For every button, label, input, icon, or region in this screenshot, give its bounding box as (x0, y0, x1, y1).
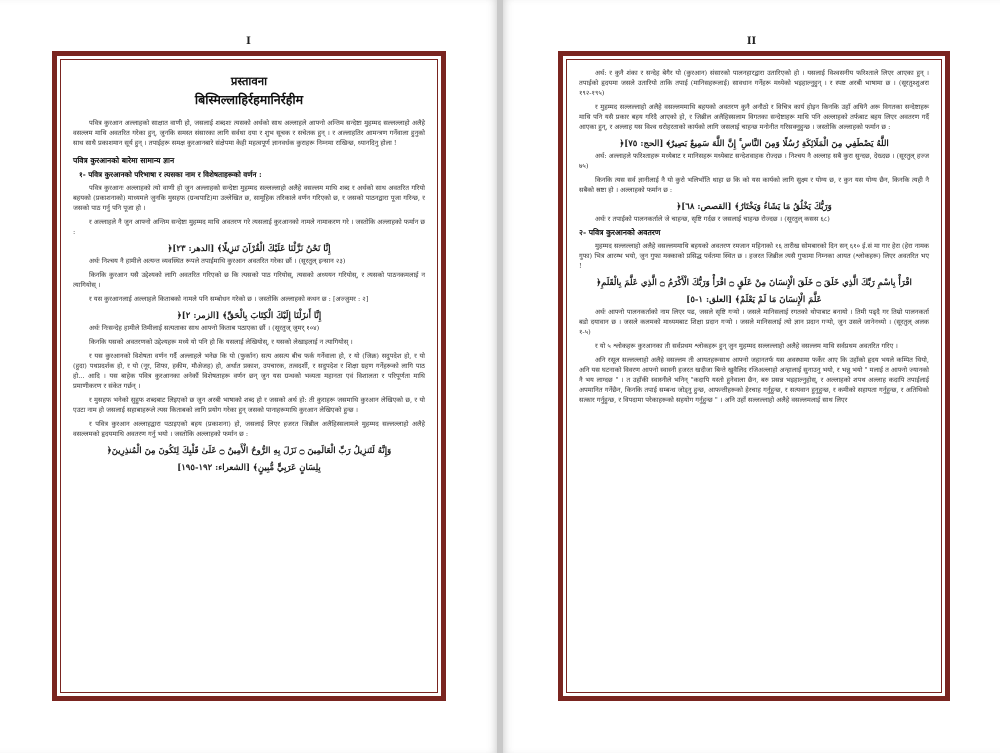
paragraph: अर्थः निश्चय नै हामीले अत्यन्त व्यवस्थित रूपले तपाईमाथि कुरआन अवतरित गरेका छौं । (सूरतुल् इन्सान २३) (89, 257, 346, 266)
paragraph: पवित्र कुरआनः अल्लाहको त्यो वाणी हो जुन अल्लाहको सन्देष्टा मुहम्मद सल्लल्लाहो अलैहे वसल्लम माथि शब्द र अर्थको साथ अवतरित गरियो बहयको (प्रकाशनाको) माध्यमले जुनकि मुसहफ (ग्रन्थपाटि)मा उल्लेखित छ, सामूहिक तरिकाले वर्णन गरिएको छ, र जसको पाठनद्वारा पूजा गरिन्छ, र जसको पाठ गर्नु पनि पूजा हो । (73, 184, 425, 213)
paragraph: र पवित्र कुरआन अल्लाहद्वारा पठाइएको बहय (प्रकाशना) हो, जसलाई लिएर हजरत जिब्रील अलैहिस्सलामले मुहम्मद सल्लल्लाहो अलैहे वसल्लमको हृदयमाथि अवतरण गर्नु भयो । जस्तोकि अल्लाहको फर्मान छ : (73, 420, 425, 439)
section-heading: २- पवित्र कुरआनको अवतरण (579, 228, 661, 238)
arabic-verse: ﴿اللَّهُ يَصْطَفِي مِنَ الْمَلَائِكَةِ رُسُلًا وَمِنَ النَّاسِ ۚ إِنَّ اللَّهَ سَمِيعٌ بَصِيرٌ﴾ [الحج: ٧٥] (619, 139, 889, 150)
page-number: II (746, 36, 757, 47)
page-frame (52, 51, 446, 701)
arabic-verse: بِلِسَانٍ عَرَبِيٍّ مُّبِينٍ﴾ [الشعراء: ١٩٢-١٩٥] (177, 463, 321, 474)
paragraph: अर्थः आफ्नो पालनकर्ताको नाम लिएर पढ, जसले सृष्टि गर्‍यो । जसले मानिसलाई रगतको थोपाबाट बनायो । तिमी पढ्दै गर तिम्रो पालनकर्ता बडो दयावान छ । जसले कलमको माध्यमबाट शिक्षा प्रदान गर्‍यो । जसले मानिसलाई त्यो ज्ञान प्रदान गर्‍यो, जुन उसले जानेनथ्यो । (सूरतुल् अलक १-५) (579, 308, 929, 337)
paragraph: र यस कुरआनलाई अल्लाहले किताबको नामले पनि सम्बोधन गरेको छ । जस्तोकि अल्लाहको कथन छ : [अज्जुमर : २] (89, 295, 369, 304)
paragraph: किनकि कुरआन यसै उद्देश्यको लागि अवतरित गरिएको छ कि त्यसको पाठ गरियोस्, त्यसको अध्ययन गरियोस्, र त्यसको पाठनकमलाई न त्यागियोस् । (73, 271, 425, 290)
paragraph: र मुहम्मद सल्लल्लाहो अलैहे वसल्लममाथि बहयको अवतरण कुनै अनौठो र विचित्र कार्य होइन किनकि उहाँ अघिनै अरू विगतका सन्देष्टाहरू माथि पनि यसै प्रकार बहय गरिदै आएको हो, र जिब्रील अलैहिस्सलाम विगतका सन्देष्टाहरू माथि पनि अल्लाहको तर्फबाट बहय लिएर अवतरण गर्दै आएका हुन्, र अल्लाह यस विश्व धरोहरताको कार्यको लागि जसलाई चाहन्छ मनोनीत गरिसक्नुहुन्छ । जस्तोकि अल्लाहको फर्मान छ : (579, 103, 929, 132)
subsection-heading: १- पवित्र कुरआनको परिभाषा र त्यसका नाम र विशेषताहरूको वर्णन : (79, 170, 262, 180)
paragraph: अर्थ: र कुनै शंका र सन्देह बेगैर यो (कुरआन) संसारको पालनहारद्वारा उतारिएको हो । यसलाई विश्वसनीय फरिश्ताले लिएर आएका हुन् । तपाईको हृदयमा जसले उतारियो ताकि तपाई (मानिसहरूलाई) सावधान गर्नेहरू मध्येको भइहाल्नुहुन् । र स्पष्ट अरबी भाषामा छ । (सूरतुश्शुअरा १९२-१९५) (579, 69, 929, 98)
page-content (60, 59, 438, 693)
arabic-verse: ﴿وَإِنَّهُ لَتَنزِيلُ رَبِّ الْعَالَمِينَ ۝ نَزَلَ بِهِ الرُّوحُ الْأَمِينُ ۝ عَلَىٰ قَلْبِكَ لِتَكُونَ مِنَ الْمُنذِرِينَ (106, 446, 392, 457)
section-heading: पवित्र कुरआनको बारेमा सामान्य ज्ञान (73, 156, 175, 166)
page-subtitle: बिस्मिल्लाहिर्रहमानिर्रहीम (194, 92, 304, 107)
paragraph: र अल्लाहले नै जुन आफ्नो अन्तिम सन्देष्टा मुहम्मद माथि अवतरण गरे त्यसलाई कुरआनको नामले नामाकरण गरे । जस्तोकि अल्लाहको फर्मान छ : (73, 218, 425, 237)
paragraph: र यस कुरआनको विशेषता वर्णन गर्दै अल्लाहले भनेछ कि यो (फुर्कान) सत्य असत्य बीच फर्क गर्नेवाला हो, र यो (जिक्र) सदुपदेश हो, र यो (हुदा) पथप्रदर्शक हो, र यो (नूर, शिफा, हकीम, मौअेजह) हो, अर्थात प्रकाश, उपचारक, तत्वदर्शी, र सदुपदेश र शिक्षा ग्रहण गर्नेहरूको लागि पाठ हो... आदि । यस बाहेक पवित्र कुरआनका अनेकौं विशेषताहरू वर्णन छन् जुन यस ग्रन्थको भव्यता महानता एवं विशालता र परिपूर्णता माथि प्रमाणीकरण र संकेत गर्छन् । (73, 352, 425, 391)
left-page (0, 0, 497, 753)
paragraph: र यो ५ श्लोकहरू कुरआनका ती सर्वप्रथम श्लोकहरू हुन् जुन मुहम्मद सल्लल्लाहो अलैहे वसल्लम माथि सर्वप्रथम अवतरित गरिए । (595, 342, 898, 351)
page-frame (558, 51, 950, 701)
paragraph: अर्थ: अल्लाहले फरिश्ताहरू मध्येबाट र मानिसहरू मध्येबाट सन्देशवाहक रोज्दछ । निश्चय नै अल्लाह सबै कुरा सुन्दछ, देख्दछ । (सूरतुल् हज्ज ७५) (579, 152, 929, 171)
paragraph: अर्थः र तपाईको पालनकर्ताले जे चाहन्छ, सृष्टि गर्दछ र जसलाई चाहन्छ रोज्दछ । (सूरतुल् कसस ६८) (595, 215, 830, 224)
paragraph: अर्थः निःसन्देह हामीले तिमीलाई सत्यताका साथ आफ्नो किताब पठाएका छौं । (सूरतुज् जुमर् १०४) (89, 324, 320, 333)
paragraph: अनि रसूल सल्लल्लाहो अलैहे वसल्लम ती आयतहरूसाथ आफ्नो जहानतर्फ यस अवस्थामा फर्केर आए कि उहाँको हृदय भयले कम्पित थियो, अनि यस घटनाको विवरण आफ्नो स्वास्नी हजरत खदीजा बिन्ते खुवैलिद रजिअल्लाहो अन्हालाई सुनाउनु भयो, र भन्नु भयो " मलाई त आफ्नो ज्यानको नै भय लाग्दछ " । त उहाँकी स्वास्नीले भनिन् "कदापि यस्तो हुनेवाला छैन, बरु प्रसन्न भइहाल्नुहोस्, र अल्लाहको शपथ अल्लाह कदापि तपाईलाई अपमानित गर्नेछैन, किनकि तपाई सम्बन्ध जोड्नु हुन्छ, आफन्तीहरूको हेरचाह गर्नुहुन्छ, र सत्यवान हुनुहुन्छ, र कमीको सहायता गर्नुहुन्छ, र अतिथिको सत्कार गर्नुहुन्छ, र विपदामा परेकाहरूको सहयोग गर्नुहुन्छ " । अनि उहाँ सल्लल्लाहो अलैहे वसल्लमलाई साथ लिएर (579, 356, 929, 405)
arabic-verse: ﴿اقْرَأْ بِاسْمِ رَبِّكَ الَّذِي خَلَقَ ۝ خَلَقَ الْإِنسَانَ مِنْ عَلَقٍ ۝ اقْرَأْ وَرَبُّكَ الْأَكْرَمُ ۝ الَّذِي عَلَّمَ بِالْقَلَمِ (596, 278, 912, 289)
paragraph: किनकि त्यस सर्व ज्ञानीलाई नै यो कुरो भलिभाँति थाहा छ कि को यस कार्यको लागि सुक्ष्म र योग्य छ, र कुन यस योग्य छैन, किनकि त्यही नै सबैको स्रष्टा हो । अल्लाहको फर्मान छ : (579, 176, 929, 195)
arabic-verse: ﴿إِنَّا نَحْنُ نَزَّلْنَا عَلَيْكَ الْقُرْآنَ تَنزِيلًا﴾ [الدهر: ٢٣] (167, 244, 331, 255)
page-title: प्रस्तावना (230, 74, 268, 88)
paragraph: मुहम्मद सल्लल्लाहो अलैहे वसल्लममाथि बहयको अवतरण रमजान महिनाको १६ तारीख सोमबारको दिन सन् ६१० ई.सं मा गार हेरा (हेरा नामक गुफा) भित्र आरम्भ भयो, जुन गुफा मक्काको प्रसिद्ध पर्वतमा स्थित छ । हजरत जिब्रील त्यसै गुफामा निम्नका आयत (श्लोकहरू) लिएर अवतरित भए ! (579, 242, 929, 271)
arabic-verse: ﴿وَرَبُّكَ يَخْلُقُ مَا يَشَاءُ وَيَخْتَارُ﴾ [القصص: ٦٨] (676, 202, 832, 213)
arabic-verse: عَلَّمَ الْإِنسَانَ مَا لَمْ يَعْلَمْ﴾ [العلق: ١-٥] (686, 295, 822, 306)
right-page (503, 0, 1000, 753)
page-number: I (246, 36, 251, 47)
page-content (566, 59, 942, 693)
paragraph: किनकि यसको अवतरणको उद्देश्यहरू मध्ये यो पनि हो कि यसलाई लेखियोस्, र यसको लेखाइलाई न त्यागियोस् । (89, 338, 353, 347)
paragraph: र मुसहफ भनेको सुहुफ शब्दबाट लिइएको छ जुन अरबी भाषाको शब्द हो र जसको अर्थ हो: ती कुराहरू जसमाथि कुरआन लेखिएको छ, र यो एउटा नाम हो जसलाई सहाबाहरूले त्यस किताबको लागि प्रयोग गरेका हुन् जसको पानाहरूमाथि कुरआन लेखिएको हुन्छ । (73, 396, 425, 415)
arabic-verse: ﴿إِنَّا أَنزَلْنَا إِلَيْكَ الْكِتَابَ بِالْحَقِّ﴾ [الزمر: ٢] (176, 311, 322, 322)
intro-paragraph: पवित्र कुरआन अल्लाहको साक्षात वाणी हो, जसलाई शब्दशः त्यसको अर्थको साथ अल्लाहले आफ्नो अन्तिम सन्देष्टा मुहम्मद सल्लल्लाहो अलैहे वसल्लम माथि अवतरित गरेका हुन्, जुनकि समस्त संसारका लागि सर्वथा दया र शुभ सूचक र सचेतक हुन् । र अल्लाहतिर आमन्त्रण गर्नेवाला हुनुको साथ साथै प्रकाशमान सूर्य हुन् । तपाईहरू समक्ष कुरआनबारे संक्षेपमा केही महत्वपूर्ण ज्ञानवर्धक कुराहरू निम्नमा राखिन्छ, ध्यानदिनु होला ! (73, 119, 425, 148)
